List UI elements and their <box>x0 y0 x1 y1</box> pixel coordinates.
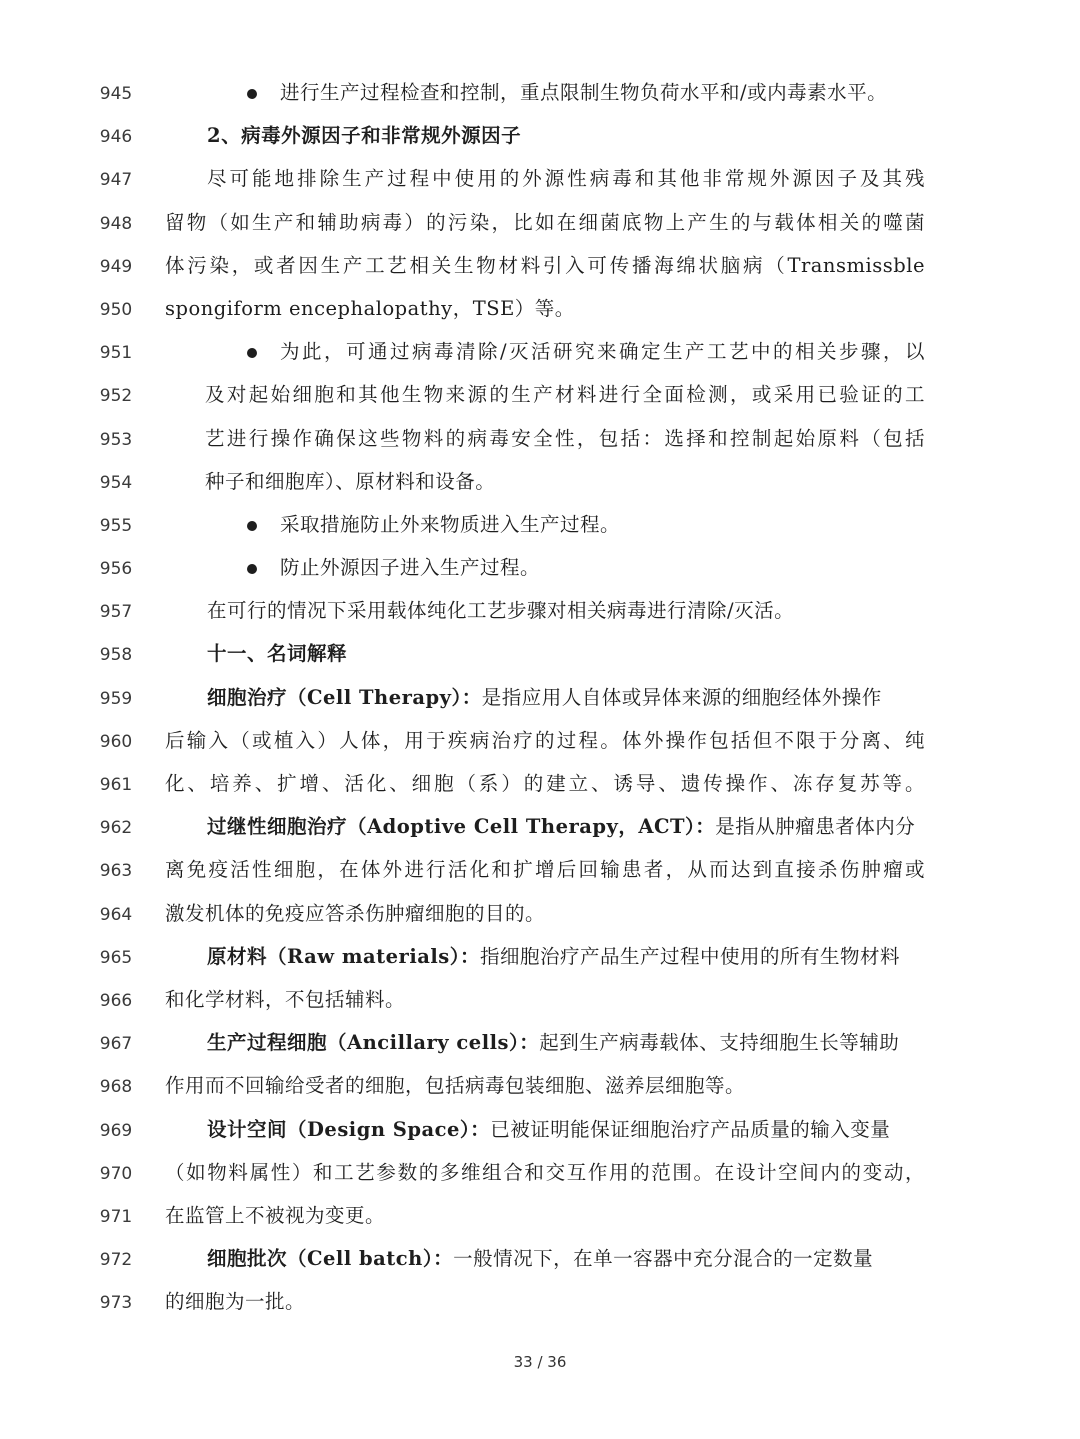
bullet-icon <box>247 348 257 358</box>
term-definition <box>207 813 925 841</box>
line-text: 在监管上不被视为变更。 <box>165 1203 386 1227</box>
line-number: 970 <box>99 1163 133 1184</box>
term-description: 是指应用人自体或异体来源的细胞经体外操作 <box>481 685 882 709</box>
line-number: 950 <box>99 299 133 320</box>
line-number: 972 <box>99 1250 133 1271</box>
term-definition <box>207 684 925 712</box>
document-line <box>0 331 1080 374</box>
document-line <box>0 245 1080 288</box>
document-line <box>0 461 1080 504</box>
term-definition <box>207 1029 925 1057</box>
line-text: spongiform encephalopathy，TSE）等。 <box>165 296 575 320</box>
line-text: 激发机体的免疫应答杀伤肿瘤细胞的目的。 <box>165 901 546 925</box>
line-text: 在可行的情况下采用载体纯化工艺步骤对相关病毒进行清除/灭活。 <box>207 599 795 623</box>
document-line <box>0 202 1080 245</box>
line-text: 及对起始细胞和其他生物来源的生产材料进行全面检测，或采用已验证的工 <box>205 383 925 407</box>
bullet-icon <box>247 564 257 574</box>
document-line <box>0 418 1080 461</box>
document-line <box>0 806 1080 849</box>
line-number: 963 <box>99 861 133 882</box>
line-text: 种子和细胞库）、原材料和设备。 <box>205 469 496 493</box>
document-line <box>0 158 1080 201</box>
document-line <box>0 936 1080 979</box>
line-number: 948 <box>99 213 133 234</box>
term-description: 一般情况下，在单一容器中充分混合的一定数量 <box>453 1247 874 1271</box>
line-text: 和化学材料，不包括辅料。 <box>165 987 406 1011</box>
document-line <box>0 547 1080 590</box>
document-line <box>0 590 1080 633</box>
line-number: 968 <box>99 1077 133 1098</box>
line-text: 采取措施防止外来物质进入生产过程。 <box>280 512 621 536</box>
document-line <box>0 1065 1080 1108</box>
line-number: 951 <box>99 343 133 364</box>
term-name: 过继性细胞治疗（Adoptive Cell Therapy，ACT）： <box>207 815 716 839</box>
line-number: 969 <box>99 1120 133 1141</box>
document-line <box>0 1195 1080 1238</box>
line-number: 961 <box>99 775 133 795</box>
line-number: 967 <box>99 1034 133 1055</box>
document-line <box>0 288 1080 331</box>
line-number: 973 <box>99 1293 133 1314</box>
line-number: 956 <box>99 559 133 580</box>
line-text: 艺进行操作确保这些物料的病毒安全性，包括：选择和控制起始原料（包括 <box>205 426 925 450</box>
document-line <box>0 1022 1080 1065</box>
line-text: 作用而不回输给受者的细胞，包括病毒包装细胞、滋养层细胞等。 <box>165 1074 746 1098</box>
document-line <box>0 72 1080 115</box>
page-number: 33 / 36 <box>513 1353 567 1371</box>
bullet-icon <box>247 521 257 531</box>
line-text: 进行生产过程检查和控制，重点限制生物负荷水平和/或内毒素水平。 <box>280 81 888 104</box>
line-text: 防止外源因子进入生产过程。 <box>280 556 541 580</box>
line-text: 为此，可通过病毒清除/灭活研究来确定生产工艺中的相关步骤，以 <box>280 340 925 364</box>
line-number: 965 <box>99 947 133 968</box>
document-line <box>0 1281 1080 1324</box>
line-text: （如物料属性）和工艺参数的多维组合和交互作用的范围。在设计空间内的变动， <box>165 1160 925 1184</box>
line-number: 957 <box>99 602 133 623</box>
document-body <box>0 72 1080 1324</box>
line-number: 946 <box>99 127 133 148</box>
document-line <box>0 633 1080 676</box>
document-line <box>0 1238 1080 1281</box>
line-number: 960 <box>99 731 133 752</box>
document-line <box>0 763 1080 806</box>
line-number: 952 <box>99 386 133 407</box>
section-heading: 2、病毒外源因子和非常规外源因子 <box>207 124 522 148</box>
term-definition <box>207 1116 925 1144</box>
term-name: 原材料（Raw materials）： <box>207 944 480 968</box>
line-number: 962 <box>99 818 133 839</box>
bullet-icon <box>247 89 257 99</box>
term-description: 指细胞治疗产品生产过程中使用的所有生物材料 <box>480 944 901 968</box>
term-description: 是指从肿瘤患者体内分 <box>715 815 916 839</box>
line-number: 945 <box>99 84 133 104</box>
line-text: 体污染，或者因生产工艺相关生物材料引入可传播海绵状脑病（Transmissble <box>165 253 925 277</box>
line-number: 964 <box>99 904 133 925</box>
section-heading: 十一、名词解释 <box>207 642 348 666</box>
line-number: 971 <box>99 1206 133 1227</box>
document-line <box>0 115 1080 158</box>
line-text: 化、培养、扩增、活化、细胞（系）的建立、诱导、遗传操作、冻存复苏等。 <box>165 772 925 795</box>
term-description: 起到生产病毒载体、支持细胞生长等辅助 <box>539 1031 900 1055</box>
term-description: 已被证明能保证细胞治疗产品质量的输入变量 <box>490 1117 891 1141</box>
line-text: 离免疫活性细胞，在体外进行活化和扩增后回输患者，从而达到直接杀伤肿瘤或 <box>165 858 925 882</box>
line-number: 947 <box>99 170 133 191</box>
document-line <box>0 979 1080 1022</box>
document-line <box>0 504 1080 547</box>
document-line <box>0 677 1080 720</box>
line-number: 966 <box>99 990 133 1011</box>
document-line <box>0 374 1080 417</box>
line-text: 留物（如生产和辅助病毒）的污染，比如在细菌底物上产生的与载体相关的噬菌 <box>165 210 925 234</box>
term-name: 细胞治疗（Cell Therapy）： <box>207 685 482 709</box>
term-definition <box>207 943 925 971</box>
term-definition <box>207 1245 925 1273</box>
line-number: 958 <box>99 645 133 666</box>
document-line <box>0 893 1080 936</box>
line-number: 949 <box>99 256 133 277</box>
line-number: 955 <box>99 515 133 536</box>
term-name: 设计空间（Design Space）： <box>207 1117 491 1141</box>
document-line <box>0 1152 1080 1195</box>
document-line <box>0 1109 1080 1152</box>
document-line <box>0 849 1080 892</box>
line-number: 959 <box>99 688 133 709</box>
line-text: 的细胞为一批。 <box>165 1290 306 1314</box>
line-number: 953 <box>99 429 133 450</box>
line-text: 后输入（或植入）人体，用于疾病治疗的过程。体外操作包括但不限于分离、纯 <box>165 728 925 752</box>
document-line <box>0 720 1080 763</box>
line-text: 尽可能地排除生产过程中使用的外源性病毒和其他非常规外源因子及其残 <box>207 167 925 191</box>
term-name: 生产过程细胞（Ancillary cells）： <box>207 1031 540 1055</box>
line-number: 954 <box>99 472 133 493</box>
term-name: 细胞批次（Cell batch）： <box>207 1247 454 1271</box>
